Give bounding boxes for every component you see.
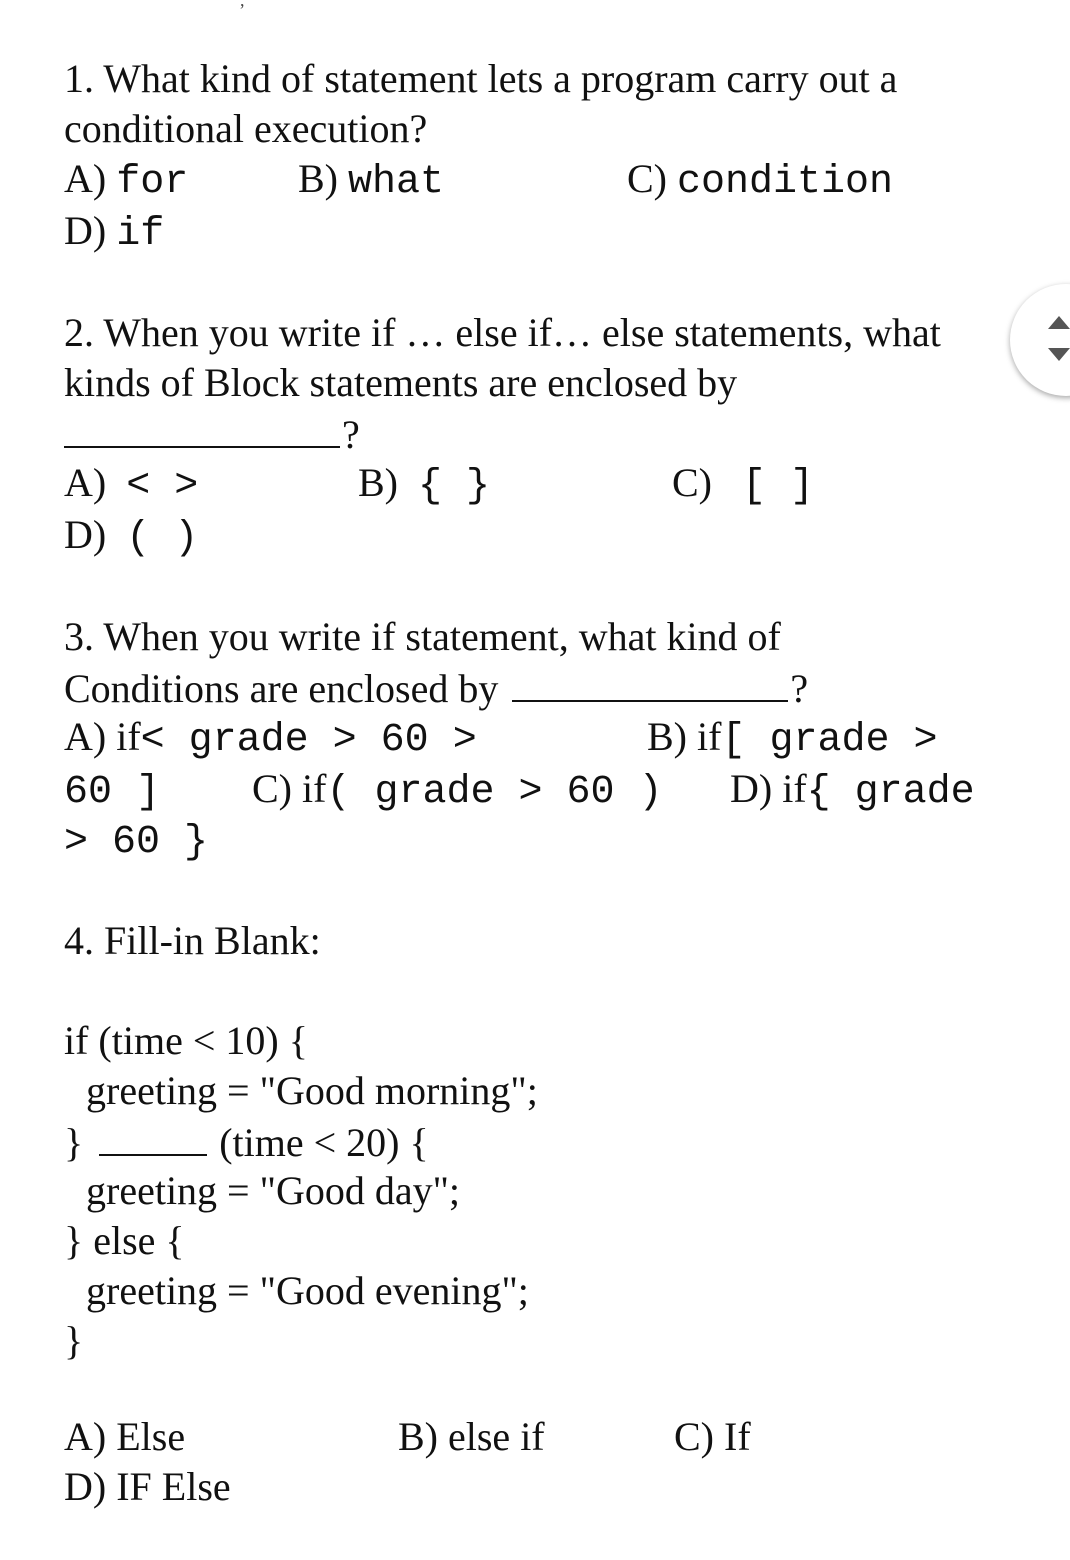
question-2-option-a <box>64 458 198 512</box>
answer-blank <box>64 408 340 448</box>
question-4-option-a: A) Else <box>64 1414 186 1459</box>
question-2-text-line-1: 2. When you write if … else if… else statements, what <box>64 310 941 355</box>
option-a-label: A) if <box>64 714 141 759</box>
code-line-7: } <box>64 1318 84 1363</box>
question-1-option-b <box>298 154 444 208</box>
question-2-option-d <box>64 510 198 564</box>
option-d-code: { grade <box>806 770 975 815</box>
scroll-handle[interactable] <box>1010 284 1070 396</box>
code-line-2: greeting = "Good morning"; <box>86 1068 538 1113</box>
code-line-6: greeting = "Good evening"; <box>86 1268 529 1313</box>
question-2-option-c <box>672 458 814 512</box>
question-4-option-c: C) If <box>674 1414 751 1459</box>
question-2-blank-line <box>64 408 360 460</box>
question-mark: ? <box>342 412 360 457</box>
question-3-option-d <box>730 764 975 818</box>
option-b-label: B) <box>298 156 348 201</box>
answer-blank <box>512 662 788 702</box>
question-3-text: Conditions are enclosed by <box>64 666 499 711</box>
question-mark: ? <box>790 666 809 711</box>
option-c-code: ( grade > 60 ) <box>326 770 663 815</box>
option-c-label: C) <box>672 460 712 505</box>
option-a-code: for <box>116 160 189 205</box>
question-3-text-line-2 <box>64 662 808 714</box>
code-line-4: greeting = "Good day"; <box>86 1168 461 1213</box>
answer-blank <box>99 1116 207 1156</box>
question-2-option-b <box>358 458 490 512</box>
question-1-text-line-2: conditional execution? <box>64 106 428 151</box>
option-b-code: [ grade > <box>721 718 938 763</box>
option-d-code-continued: > 60 } <box>64 820 209 865</box>
option-d-label: D) <box>64 512 107 557</box>
question-3-option-a <box>64 712 477 766</box>
option-a-code: < grade > 60 > <box>140 718 477 763</box>
option-b-code: what <box>348 160 445 205</box>
question-4-option-b: B) else if <box>398 1414 545 1459</box>
code-line-1: if (time < 10) { <box>64 1018 308 1063</box>
option-d-label: D) if <box>730 766 807 811</box>
question-3-option-b <box>647 712 937 766</box>
option-c-code: condition <box>677 160 894 205</box>
question-3-option-b-continued <box>64 764 160 818</box>
question-3-text-line-1: 3. When you write if statement, what kind of <box>64 614 781 659</box>
cropped-text-fragment: , <box>240 0 245 10</box>
option-b-label: B) if <box>647 714 722 759</box>
option-b-label: B) <box>358 460 398 505</box>
question-1-text-line-1: 1. What kind of statement lets a program carry out a <box>64 56 898 101</box>
code-line-3 <box>64 1116 429 1168</box>
option-d-code: if <box>116 212 165 257</box>
question-1-option-a <box>64 154 188 208</box>
option-d-code: ( ) <box>126 516 199 561</box>
question-4-option-d: D) IF Else <box>64 1464 231 1509</box>
down-arrow-icon <box>1048 348 1070 361</box>
question-1-option-d <box>64 206 164 260</box>
up-arrow-icon <box>1048 316 1070 329</box>
option-a-label: A) <box>64 460 107 505</box>
closing-brace: } <box>64 1120 84 1165</box>
question-3-option-d-continued <box>64 814 208 868</box>
question-1-option-c <box>627 154 893 208</box>
option-c-code: [ ] <box>742 464 815 509</box>
option-d-label: D) <box>64 208 117 253</box>
question-2-text-line-2: kinds of Block statements are enclosed by <box>64 360 738 405</box>
option-c-label: C) <box>627 156 677 201</box>
option-b-code-continued: 60 ] <box>64 770 161 815</box>
question-4-title: 4. Fill-in Blank: <box>64 918 321 963</box>
option-a-code: < > <box>126 464 199 509</box>
code-condition: (time < 20) { <box>219 1120 429 1165</box>
code-line-5: } else { <box>64 1218 185 1263</box>
option-b-code: { } <box>418 464 491 509</box>
option-a-label: A) <box>64 156 117 201</box>
question-3-option-c <box>252 764 663 818</box>
option-c-label: C) if <box>252 766 327 811</box>
